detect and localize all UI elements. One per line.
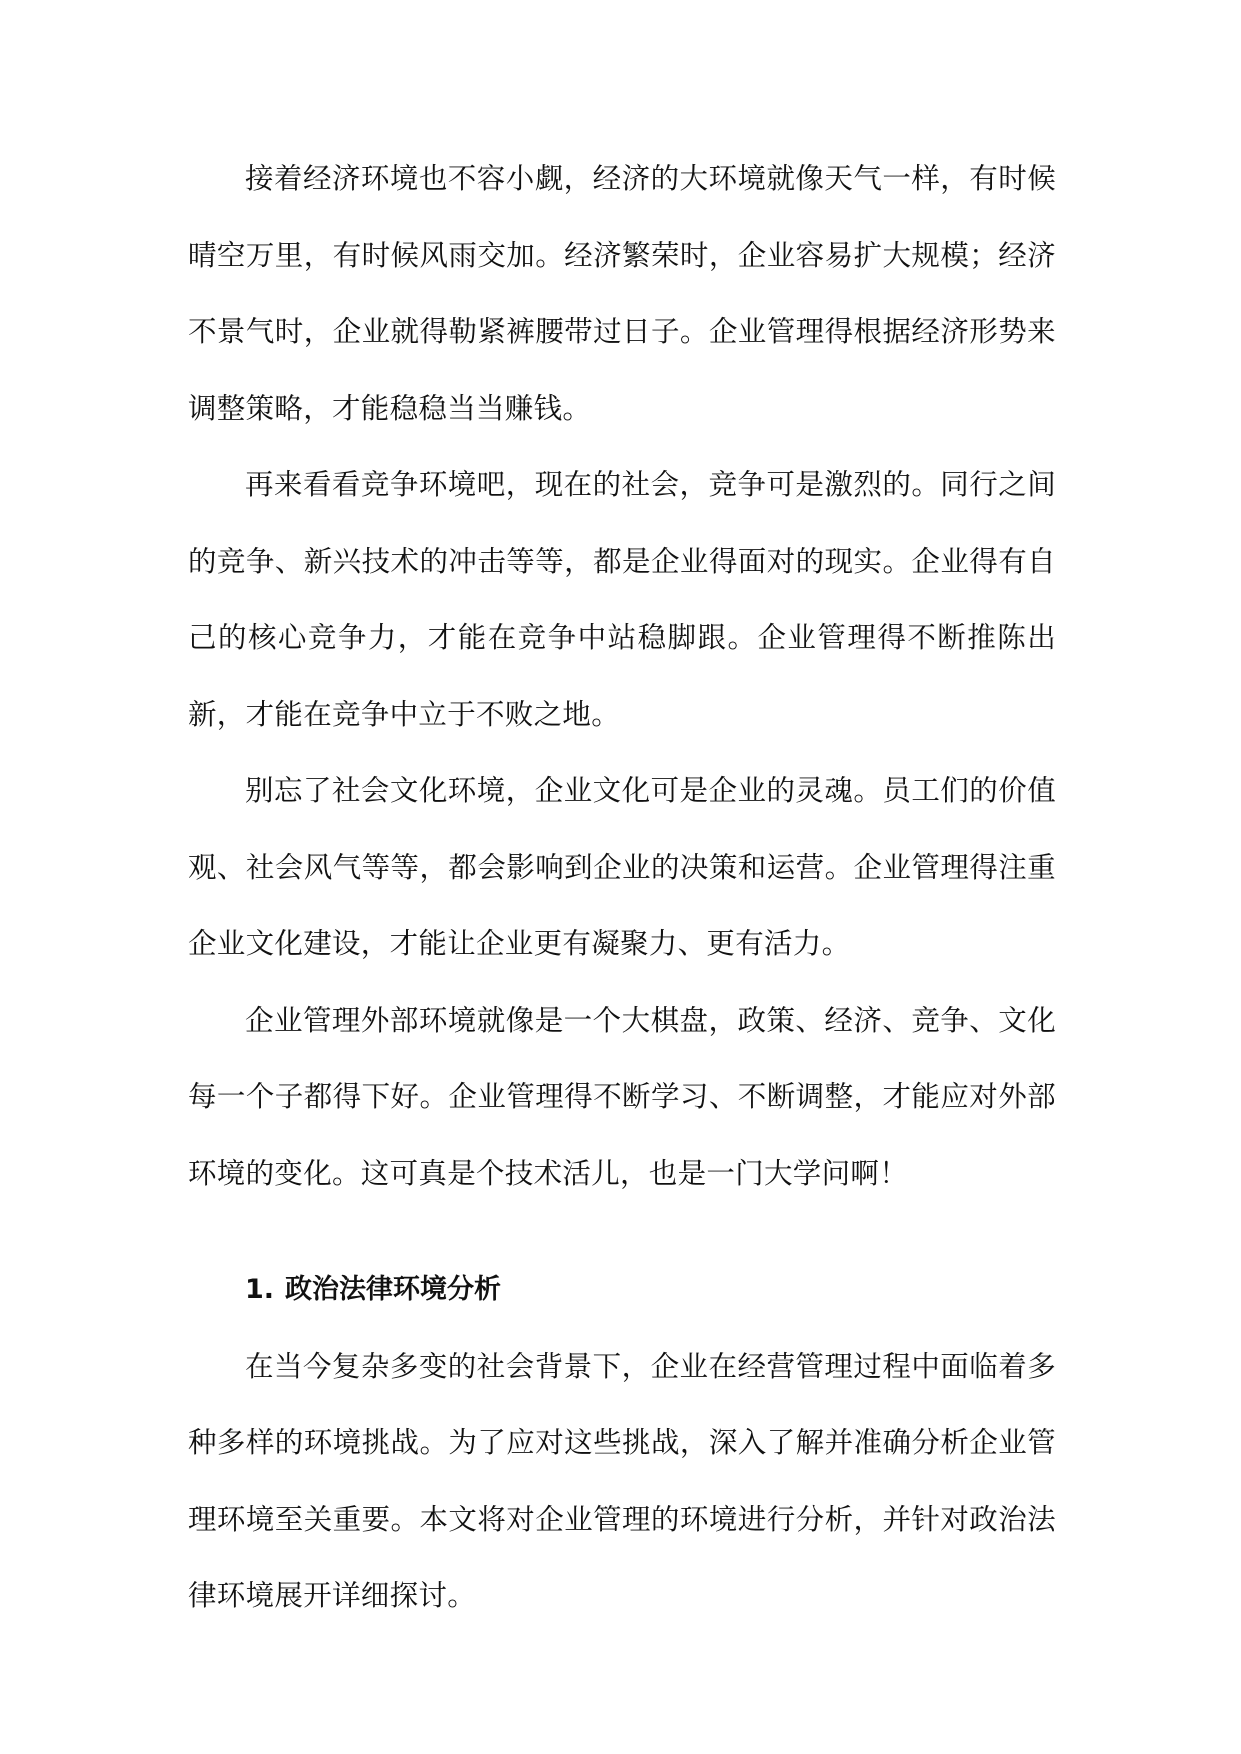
paragraph-social-culture-environment: 别忘了社会文化环境，企业文化可是企业的灵魂。员工们的价值观、社会风气等等，都会影响到企业的决策和运营。企业管理得注重企业文化建设，才能让企业更有凝聚力、更有活力。: [188, 774, 1056, 960]
paragraph-economic-environment: 接着经济环境也不容小觑，经济的大环境就像天气一样，有时候晴空万里，有时候风雨交加。经济繁荣时，企业容易扩大规模；经济不景气时，企业就得勒紧裤腰带过日子。企业管理得根据经济形势来调整策略，才能稳稳当当赚钱。: [188, 162, 1056, 425]
paragraph-competitive-environment: 再来看看竞争环境吧，现在的社会，竞争可是激烈的。同行之间的竞争、新兴技术的冲击等等，都是企业得面对的现实。企业得有自己的核心竞争力，才能在竞争中站稳脚跟。企业管理得不断推陈出新，才能在竞争中立于不败之地。: [188, 468, 1056, 731]
section-heading-number: 1.: [245, 1274, 275, 1305]
paragraph-introduction: 在当今复杂多变的社会背景下，企业在经营管理过程中面临着多种多样的环境挑战。为了应对这些挑战，深入了解并准确分析企业管理环境至关重要。本文将对企业管理的环境进行分析，并针对政治法律环境展开详细探讨。: [188, 1349, 1056, 1612]
section-heading-title: 政治法律环境分析: [285, 1274, 501, 1305]
document-body: [188, 141, 1056, 1635]
section-heading: [188, 1252, 1056, 1329]
paragraph-external-environment-summary: 企业管理外部环境就像是一个大棋盘，政策、经济、竞争、文化每一个子都得下好。企业管理得不断学习、不断调整，才能应对外部环境的变化。这可真是个技术活儿，也是一门大学问啊！: [188, 1003, 1056, 1190]
